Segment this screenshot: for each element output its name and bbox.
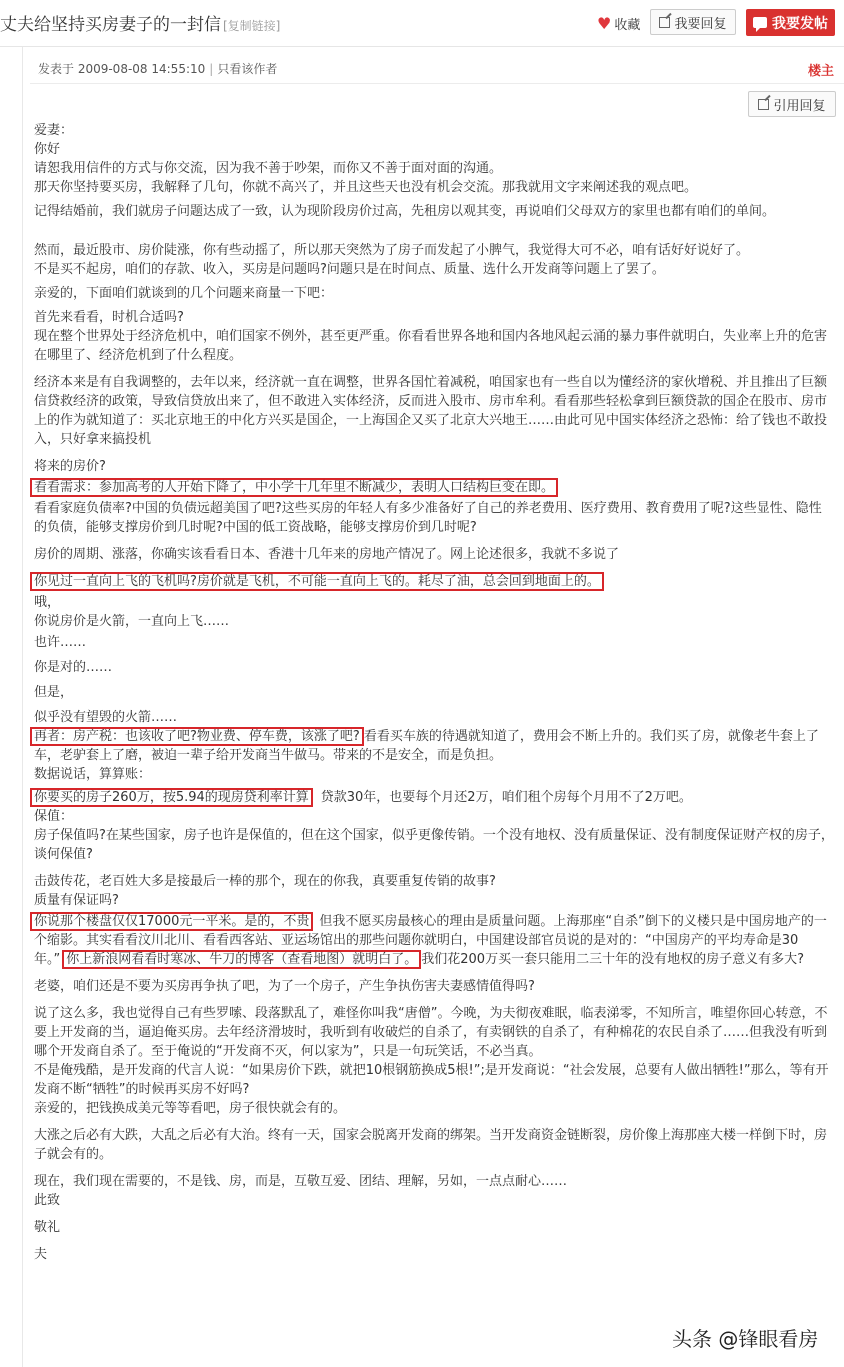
copy-link[interactable]: [复制链接] xyxy=(223,19,281,33)
paragraph: 敬礼 xyxy=(34,1220,61,1235)
paragraph: 亲爱的，下面咱们就谈到的几个问题来商量一下吧： xyxy=(34,286,334,301)
favorite-label: 收藏 xyxy=(614,18,641,33)
paragraph: 你好 xyxy=(34,142,61,157)
post-body xyxy=(34,121,834,1264)
new-post-label: 我要发帖 xyxy=(772,15,828,32)
meta-separator: | xyxy=(209,62,214,76)
paragraph: 将来的房价? xyxy=(34,459,106,474)
floor-badge: 楼主 xyxy=(808,64,835,79)
paragraph: 那天你坚持要买房，我解释了几句，你就不高兴了，并且这些天也没有机会交流。那我就用文字来阐述我的观点吧。 xyxy=(34,180,698,195)
paragraph: 看看家庭负债率?中国的负债远超美国了吧?这些买房的年轻人有多少准备好了自己的养老费用、医疗费用、教育费用了呢?这些显性、隐性的负债，能够支撑房价到几时呢?中国的低工资战略，能够支撑房价到几时呢? xyxy=(34,501,822,535)
paragraph: 再者：房产税：也该收了吧?物业费、停车费，该涨了吧? 看看买车族的待遇就知道了，费用会不断上升的。我们买了房，就像老牛套上了车，老驴套上了磨，被迫一辈子给开发商当牛做马。带来的不是安全，而是负担。 xyxy=(34,727,834,765)
reply-button[interactable] xyxy=(650,9,736,35)
paragraph: 你说那个楼盘仅仅17000元一平米。是的，不贵 但我不愿买房最核心的理由是质量问题。上海那座“自杀”倒下的义楼只是中国房地产的一个缩影。其实看看汶川北川、看看西客站、亚运场馆出的那些问题你就明白，中国建设部官员说的是对的：“中国房产的平均寿命是30年。” 你上新浪网看看时寒冰、牛刀的博客（查看地图）就明白了。 我们花200万买一套只能用二三十年的没有地权的房子意义有多大? xyxy=(34,912,834,969)
paragraph: 现在整个世界处于经济危机中，咱们国家不例外，甚至更严重。你看看世界各地和国内各地风起云涌的暴力事件就明白，失业率上升的危害在哪里了、经济危机到了什么程度。 xyxy=(34,329,828,363)
paragraph: 似乎没有望毁的火箭…… xyxy=(34,710,178,725)
paragraph: 质量有保证吗? xyxy=(34,893,119,908)
thread-title xyxy=(0,10,280,35)
meta-divider xyxy=(30,83,844,84)
paragraph: 但是， xyxy=(34,685,74,700)
paragraph: 击鼓传花，老百姓大多是接最后一棒的那个，现在的你我，真要重复传销的故事? xyxy=(34,874,496,889)
paragraph: 记得结婚前，我们就房子问题达成了一致，认为现阶段房价过高，先租房以观其变，再说咱们父母双方的家里也都有咱们的单间。 xyxy=(34,204,776,219)
paragraph: 房价的周期、涨落，你确实该看看日本、香港十几年来的房地产情况了。网上论述很多，我就不多说了 xyxy=(34,547,620,562)
thread-header xyxy=(0,0,844,47)
highlight-box: 再者：房产税：也该收了吧?物业费、停车费，该涨了吧? xyxy=(30,727,364,746)
highlight-box: 看看需求：参加高考的人开始下降了，中小学十几年里不断减少，表明人口结构巨变在即。 xyxy=(30,478,558,497)
heart-icon: ♥ xyxy=(597,13,612,33)
paragraph: 爱妻： xyxy=(34,123,74,138)
paragraph: 首先来看看，时机合适吗? xyxy=(34,310,184,325)
quote-reply-label: 引用回复 xyxy=(773,98,826,114)
paragraph xyxy=(34,478,834,497)
left-rail-divider xyxy=(22,47,23,1367)
reply-label: 我要回复 xyxy=(674,16,727,32)
paragraph: 你要买的房子260万，按5.94的现房贷利率计算 贷款30年，也要每个月还2万，咱们租个房每个月用不了2万吧。 xyxy=(34,788,834,807)
paragraph: 夫 xyxy=(34,1247,48,1262)
paragraph: 然而，最近股市、房价陡涨，你有些动摇了，所以那天突然为了房子而发起了小脾气，我觉得大可不必，咱有话好好说好了。 xyxy=(34,243,750,258)
highlight-box: 你要买的房子260万，按5.94的现房贷利率计算 xyxy=(30,788,313,807)
paragraph: 请恕我用信件的方式与你交流，因为我不善于吵架，而你又不善于面对面的沟通。 xyxy=(34,161,503,176)
edit-icon xyxy=(659,17,670,28)
new-post-button[interactable] xyxy=(746,9,835,36)
paragraph: 大涨之后必有大跌，大乱之后必有大治。终有一天，国家会脱离开发商的绑架。当开发商资金链断裂，房价像上海那座大楼一样倒下时，房子就会有的。 xyxy=(34,1128,828,1162)
paragraph: 你说房价是火箭，一直向上飞…… xyxy=(34,614,230,629)
post-meta xyxy=(38,60,277,77)
paragraph: 哦， xyxy=(34,595,61,610)
paragraph: 不是买不起房，咱们的存款、收入，买房是问题吗?问题只是在时间点、质量、选什么开发商等问题上了罢了。 xyxy=(34,262,665,277)
paragraph: 不是俺残酷，是开发商的代言人说：“如果房价下跌，就把10根钢筋换成5根!”;是开发商说：“社会发展，总要有人做出牺牲!”那么，等有开发商不断“牺牲”的时候再买房不好吗? xyxy=(34,1063,829,1097)
highlight-box: 你上新浪网看看时寒冰、牛刀的博客（查看地图）就明白了。 xyxy=(62,950,421,969)
paragraph: 保值： xyxy=(34,809,74,824)
quote-reply-button[interactable] xyxy=(748,91,836,117)
edit-icon xyxy=(758,99,769,110)
paragraph xyxy=(34,572,834,591)
highlight-box: 你说那个楼盘仅仅17000元一平米。是的，不贵 xyxy=(30,912,313,931)
chat-bubble-icon xyxy=(753,17,767,28)
paragraph: 现在，我们现在需要的，不是钱、房，而是，互敬互爱、团结、理解，另如，一点点耐心…… xyxy=(34,1174,568,1189)
source-watermark: 头条 @锋眼看房 xyxy=(672,1327,819,1351)
highlight-box: 你见过一直向上飞的飞机吗?房价就是飞机，不可能一直向上飞的。耗尽了油，总会回到地面上的。 xyxy=(30,572,604,591)
paragraph: 老婆，咱们还是不要为买房再争执了吧，为了一个房子，产生争执伤害夫妻感情值得吗? xyxy=(34,979,535,994)
post-time: 发表于 2009-08-08 14:55:10 xyxy=(38,62,206,76)
paragraph: 经济本来是有自我调整的，去年以来，经济就一直在调整，世界各国忙着减税，咱国家也有一些自以为懂经济的家伙增税、并且推出了巨额信贷救经济的政策，导致信贷放出来了，但不敢进入实体经济，反而进入股市、房市牟利。看看那些轻松拿到巨额贷款的国企在股市、房市上的作为就知道了：买北京地王的中化方兴买是国企，一上海国企又买了北京大兴地王……由此可见中国实体经济之恐怖：给了钱也不敢投入，只好拿来搞投机 xyxy=(34,375,828,447)
thread-title-text: 丈夫给坚持买房妻子的一封信 xyxy=(0,15,221,35)
paragraph: 数据说话，算算账： xyxy=(34,767,152,782)
paragraph: 此致 xyxy=(34,1193,61,1208)
paragraph: 房子保值吗?在某些国家，房子也许是保值的，但在这个国家，似乎更像传销。一个没有地权、没有质量保证、没有制度保证财产权的房子，谈何保值? xyxy=(34,828,834,862)
favorite-button[interactable] xyxy=(597,14,640,33)
paragraph: 也许…… xyxy=(34,635,87,650)
paragraph: 说了这么多，我也觉得自己有些罗嗦、段落默乱了，难怪你叫我“唐僧”。今晚，为夫彻夜难眠，临表涕零，不知所言，唯望你回心转意，不要上开发商的当，逼迫俺买房。去年经济滑坡时，我听到有收破烂的自杀了，有卖钢铁的自杀了，有种棉花的农民自杀了……但我没有听到哪个开发商自杀了。至于俺说的“开发商不灭，何以家为”，只是一句玩笑话，不必当真。 xyxy=(34,1006,828,1059)
only-author-link[interactable]: 只看该作者 xyxy=(217,62,278,76)
paragraph: 你是对的…… xyxy=(34,660,113,675)
paragraph: 亲爱的，把钱换成美元等等看吧，房子很快就会有的。 xyxy=(34,1101,347,1116)
